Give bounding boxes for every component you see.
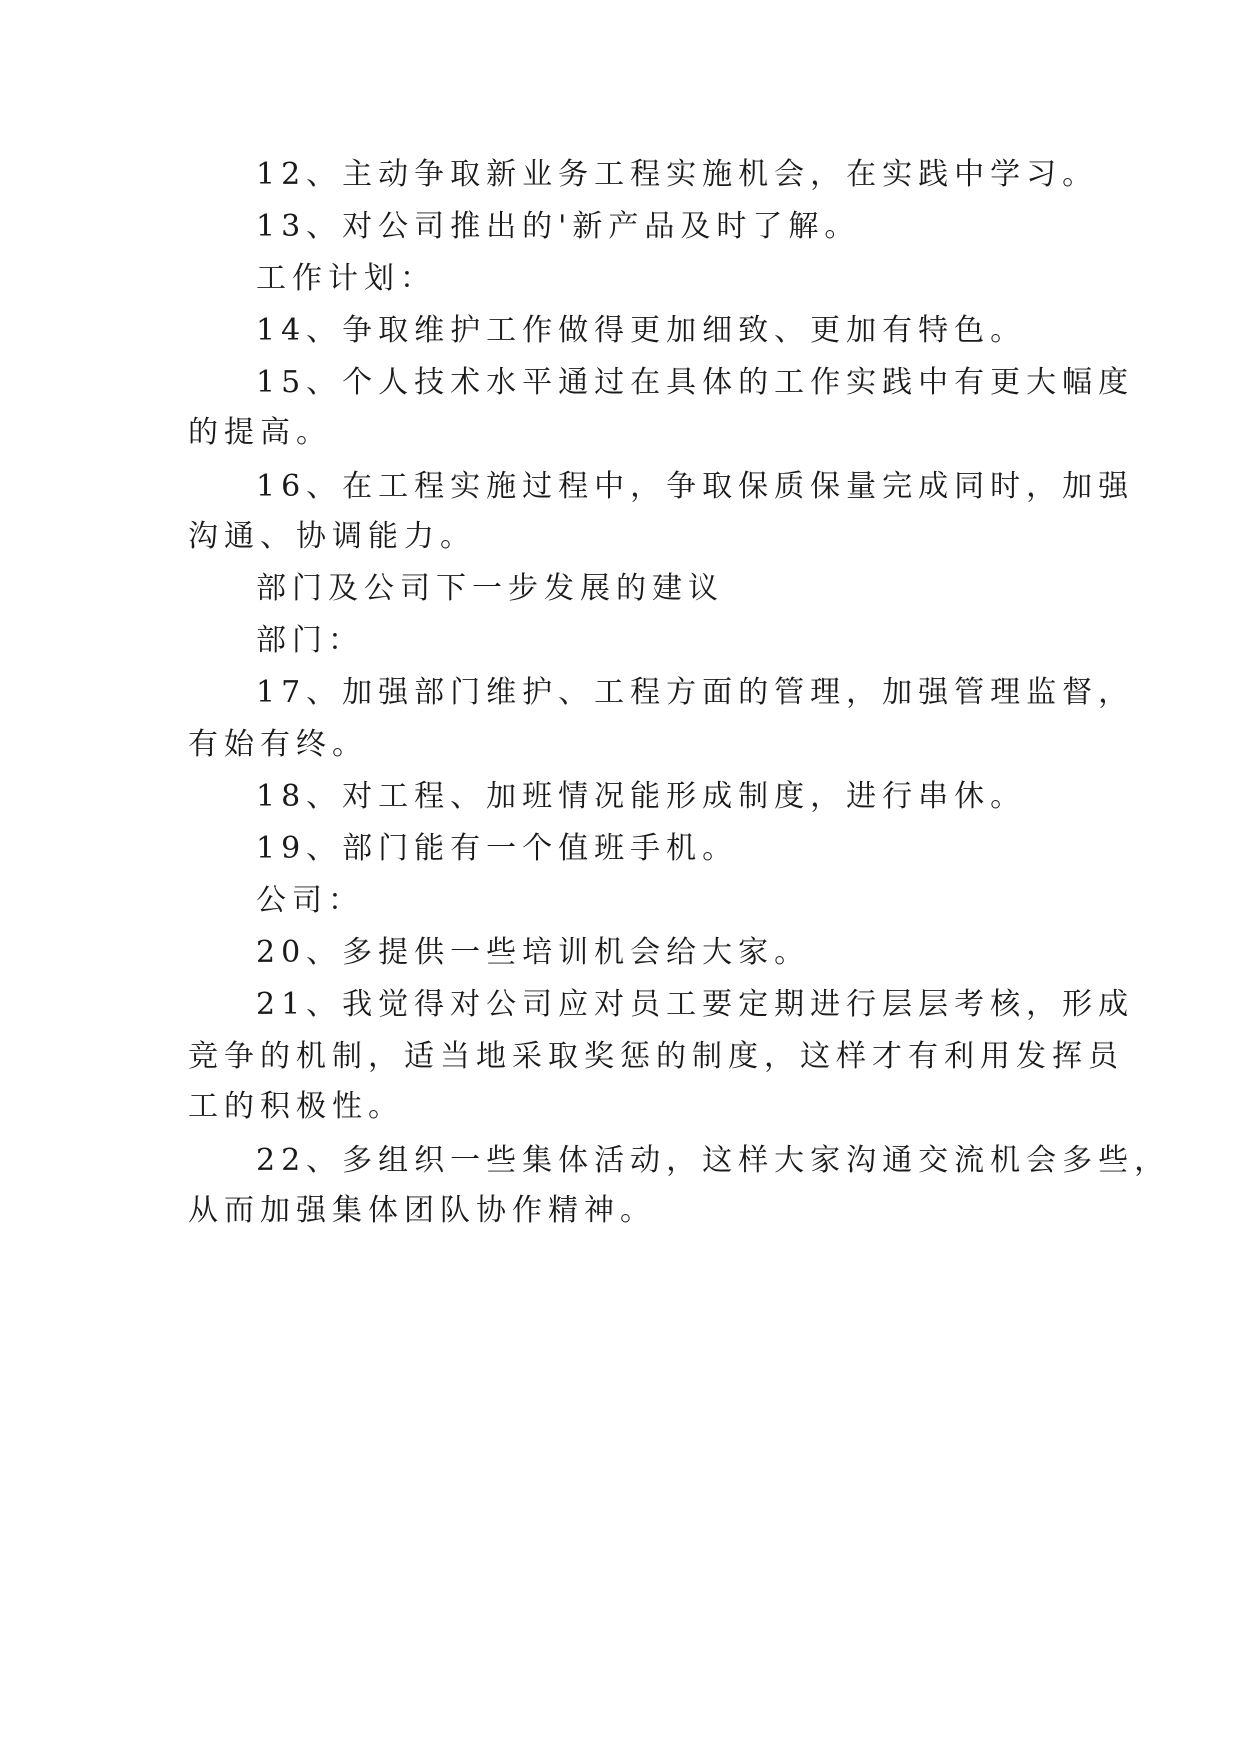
text-line-item-16-cont: 沟通、协调能力。 <box>188 519 476 554</box>
text-line-item-13: 13、对公司推出的'新产品及时了解。 <box>256 209 861 244</box>
subheading-department: 部门： <box>256 623 364 658</box>
text-line-item-16: 16、在工程实施过程中，争取保质保量完成同时，加强 <box>256 469 1135 504</box>
text-line-item-22: 22、多组织一些集体活动，这样大家沟通交流机会多些， <box>256 1143 1171 1178</box>
section-heading-suggestions: 部门及公司下一步发展的建议 <box>256 571 724 606</box>
text-line-item-21-cont-1: 竞争的机制，适当地采取奖惩的制度，这样才有利用发挥员 <box>188 1039 1124 1074</box>
subheading-company: 公司： <box>256 883 364 918</box>
text-line-item-20: 20、多提供一些培训机会给大家。 <box>256 935 811 970</box>
text-line-item-12: 12、主动争取新业务工程实施机会，在实践中学习。 <box>256 157 1099 192</box>
text-line-item-17: 17、加强部门维护、工程方面的管理，加强管理监督， <box>256 675 1135 710</box>
text-line-item-15-cont: 的提高。 <box>188 415 332 450</box>
text-line-item-15: 15、个人技术水平通过在具体的工作实践中有更大幅度 <box>256 365 1135 400</box>
text-line-item-18: 18、对工程、加班情况能形成制度，进行串休。 <box>256 779 1027 814</box>
text-line-item-22-cont: 从而加强集体团队协作精神。 <box>188 1193 656 1228</box>
text-line-item-21: 21、我觉得对公司应对员工要定期进行层层考核，形成 <box>256 987 1135 1022</box>
text-line-item-19: 19、部门能有一个值班手机。 <box>256 831 739 866</box>
text-line-item-14: 14、争取维护工作做得更加细致、更加有特色。 <box>256 313 1027 348</box>
section-heading-work-plan: 工作计划： <box>256 261 436 296</box>
text-line-item-17-cont: 有始有终。 <box>188 727 368 762</box>
text-line-item-21-cont-2: 工的积极性。 <box>188 1089 404 1124</box>
